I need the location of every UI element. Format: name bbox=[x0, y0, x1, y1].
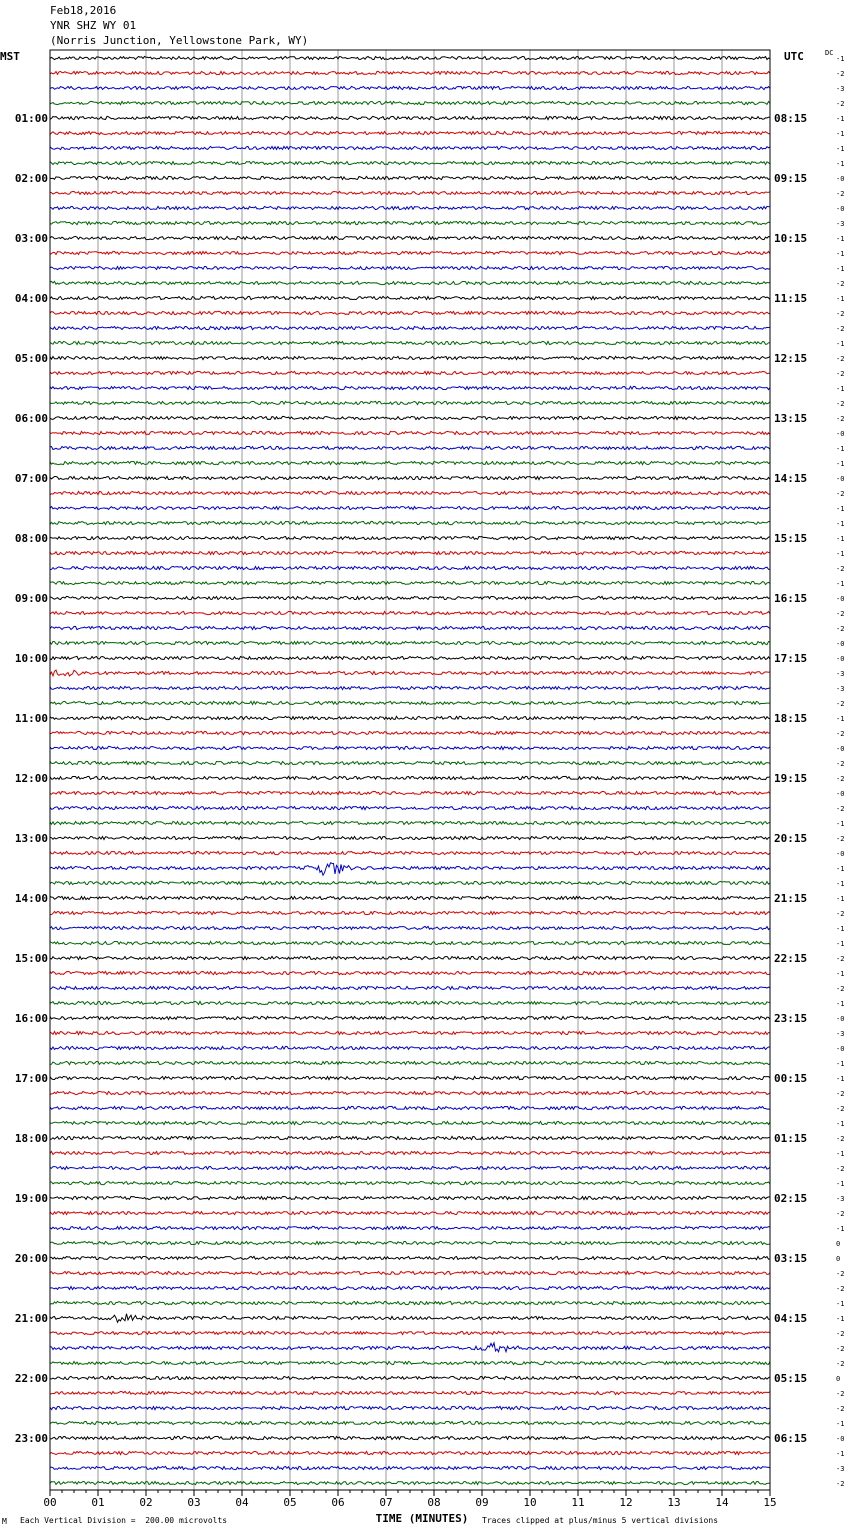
mst-hour-label: 09:00 bbox=[14, 592, 48, 605]
scale-note: Each Vertical Division = 200.00 microvolts bbox=[20, 1516, 228, 1525]
mst-hour-label: 17:00 bbox=[14, 1072, 48, 1085]
dc-offset-label: -0 bbox=[836, 790, 845, 798]
trace-line bbox=[50, 1061, 770, 1064]
dc-offset-label: -2 bbox=[836, 1135, 845, 1143]
dc-label: DC bbox=[825, 49, 834, 57]
trace-line bbox=[50, 851, 770, 854]
trace-line bbox=[50, 176, 770, 179]
x-tick-label: 08 bbox=[427, 1496, 441, 1509]
dc-offset-label: -1 bbox=[836, 1180, 845, 1188]
dc-offset-label: -2 bbox=[836, 1360, 845, 1368]
dc-offset-label: -2 bbox=[836, 1330, 845, 1338]
dc-offset-label: -2 bbox=[836, 610, 845, 618]
dc-offset-label: -1 bbox=[836, 925, 845, 933]
mst-hour-label: 15:00 bbox=[14, 952, 48, 965]
trace-line bbox=[50, 521, 770, 524]
dc-offset-label: -1 bbox=[836, 970, 845, 978]
corner-mark: M bbox=[2, 1517, 7, 1526]
trace-line bbox=[50, 1271, 770, 1274]
dc-offset-label: -0 bbox=[836, 475, 845, 483]
dc-offset-label: -0 bbox=[836, 595, 845, 603]
dc-offset-label: -2 bbox=[836, 1090, 845, 1098]
mst-hour-label: 03:00 bbox=[14, 232, 48, 245]
trace-line bbox=[50, 611, 770, 614]
trace-line bbox=[50, 926, 770, 929]
dc-offset-label: -1 bbox=[836, 460, 845, 468]
utc-hour-label: 11:15 bbox=[774, 292, 808, 305]
dc-offset-label: -0 bbox=[836, 205, 845, 213]
dc-offset-label: -1 bbox=[836, 160, 845, 168]
dc-offset-label: -0 bbox=[836, 655, 845, 663]
dc-offset-label: -1 bbox=[836, 265, 845, 273]
utc-hour-label: 23:15 bbox=[774, 1012, 808, 1025]
utc-hour-label: 20:15 bbox=[774, 832, 808, 845]
dc-offset-label: -2 bbox=[836, 910, 845, 918]
dc-offset-label: -1 bbox=[836, 55, 845, 63]
trace-line bbox=[50, 416, 770, 419]
trace-line bbox=[50, 896, 770, 899]
station-code: YNR SHZ WY 01 bbox=[50, 19, 137, 32]
x-tick-label: 05 bbox=[283, 1496, 297, 1509]
mst-hour-label: 20:00 bbox=[14, 1252, 48, 1265]
trace-line bbox=[50, 1016, 770, 1019]
trace-line bbox=[50, 1106, 770, 1109]
utc-hour-label: 05:15 bbox=[774, 1372, 808, 1385]
trace-line bbox=[50, 476, 770, 479]
dc-offset-label: -0 bbox=[836, 1435, 845, 1443]
trace-line bbox=[50, 1031, 770, 1034]
trace-line bbox=[50, 581, 770, 584]
x-tick-label: 12 bbox=[619, 1496, 633, 1509]
dc-offset-label: -0 bbox=[836, 745, 845, 753]
dc-offset-label: -2 bbox=[836, 1405, 845, 1413]
dc-offset-label: -2 bbox=[836, 355, 845, 363]
trace-line bbox=[50, 236, 770, 239]
x-tick-label: 14 bbox=[715, 1496, 729, 1509]
mst-hour-label: 12:00 bbox=[14, 772, 48, 785]
trace-line bbox=[50, 881, 770, 884]
dc-offset-label: -3 bbox=[836, 1465, 845, 1473]
mst-hour-label: 04:00 bbox=[14, 292, 48, 305]
utc-hour-label: 18:15 bbox=[774, 712, 808, 725]
trace-line bbox=[50, 71, 770, 74]
utc-hour-label: 01:15 bbox=[774, 1132, 808, 1145]
trace-line bbox=[50, 641, 770, 644]
dc-offset-label: -1 bbox=[836, 250, 845, 258]
trace-line bbox=[50, 716, 770, 719]
utc-hour-label: 19:15 bbox=[774, 772, 808, 785]
trace-line bbox=[50, 431, 770, 434]
trace-line bbox=[50, 56, 770, 59]
trace-line bbox=[50, 1406, 770, 1409]
trace-line bbox=[50, 326, 770, 329]
dc-offset-label: -1 bbox=[836, 535, 845, 543]
dc-offset-label: -2 bbox=[836, 280, 845, 288]
mst-hour-label: 05:00 bbox=[14, 352, 48, 365]
utc-hour-label: 10:15 bbox=[774, 232, 808, 245]
trace-line bbox=[50, 1301, 770, 1304]
dc-offset-label: -2 bbox=[836, 190, 845, 198]
trace-line bbox=[50, 341, 770, 344]
trace-line bbox=[50, 116, 770, 119]
trace-line bbox=[50, 806, 770, 809]
dc-offset-label: -2 bbox=[836, 700, 845, 708]
dc-offset-label: -0 bbox=[836, 175, 845, 183]
trace-line bbox=[50, 1121, 770, 1124]
left-timezone-label: MST bbox=[0, 50, 20, 63]
trace-line bbox=[50, 1166, 770, 1169]
x-tick-label: 13 bbox=[667, 1496, 681, 1509]
utc-hour-label: 03:15 bbox=[774, 1252, 808, 1265]
dc-offset-label: -1 bbox=[836, 880, 845, 888]
mst-hour-label: 07:00 bbox=[14, 472, 48, 485]
trace-line bbox=[50, 986, 770, 989]
trace-line bbox=[50, 956, 770, 959]
trace-line bbox=[50, 1331, 770, 1334]
dc-offset-label: -1 bbox=[836, 1075, 845, 1083]
trace-line bbox=[50, 1343, 770, 1352]
mst-hour-label: 14:00 bbox=[14, 892, 48, 905]
dc-offset-label: -1 bbox=[836, 115, 845, 123]
dc-offset-label: -2 bbox=[836, 70, 845, 78]
mst-hour-label: 06:00 bbox=[14, 412, 48, 425]
trace-line bbox=[50, 1256, 770, 1259]
trace-line bbox=[50, 1151, 770, 1154]
trace-line bbox=[50, 311, 770, 314]
trace-line bbox=[50, 1421, 770, 1424]
dc-offset-label: -1 bbox=[836, 1420, 845, 1428]
trace-line bbox=[50, 1391, 770, 1394]
x-axis-title: TIME (MINUTES) bbox=[375, 1512, 469, 1525]
trace-line bbox=[50, 356, 770, 359]
trace-line bbox=[50, 446, 770, 449]
trace-line bbox=[50, 1241, 770, 1244]
trace-line bbox=[50, 941, 770, 944]
dc-offset-label: 0 bbox=[836, 1255, 841, 1263]
trace-line bbox=[50, 206, 770, 209]
dc-offset-label: -0 bbox=[836, 640, 845, 648]
utc-hour-label: 17:15 bbox=[774, 652, 808, 665]
dc-offset-label: -1 bbox=[836, 505, 845, 513]
trace-line bbox=[50, 266, 770, 269]
trace-line bbox=[50, 401, 770, 404]
x-tick-label: 06 bbox=[331, 1496, 345, 1509]
dc-offset-label: -2 bbox=[836, 985, 845, 993]
dc-offset-label: -0 bbox=[836, 1045, 845, 1053]
trace-line bbox=[50, 1481, 770, 1484]
x-tick-label: 07 bbox=[379, 1496, 393, 1509]
mst-hour-label: 11:00 bbox=[14, 712, 48, 725]
trace-line bbox=[50, 221, 770, 224]
dc-offset-label: 0 bbox=[836, 1240, 841, 1248]
x-tick-label: 00 bbox=[43, 1496, 57, 1509]
trace-line bbox=[50, 131, 770, 134]
dc-offset-label: -2 bbox=[836, 490, 845, 498]
station-location: (Norris Junction, Yellowstone Park, WY) bbox=[50, 34, 309, 47]
dc-offset-label: -3 bbox=[836, 670, 845, 678]
trace-line bbox=[50, 1314, 770, 1323]
mst-hour-label: 21:00 bbox=[14, 1312, 48, 1325]
trace-line bbox=[50, 836, 770, 839]
dc-offset-label: -1 bbox=[836, 520, 845, 528]
dc-offset-label: -3 bbox=[836, 85, 845, 93]
mst-hour-label: 22:00 bbox=[14, 1372, 48, 1385]
dc-offset-label: -1 bbox=[836, 1315, 845, 1323]
dc-offset-label: -2 bbox=[836, 1270, 845, 1278]
mst-hour-label: 10:00 bbox=[14, 652, 48, 665]
dc-offset-label: -1 bbox=[836, 820, 845, 828]
utc-hour-label: 15:15 bbox=[774, 532, 808, 545]
x-tick-label: 15 bbox=[763, 1496, 777, 1509]
trace-line bbox=[50, 101, 770, 104]
trace-line bbox=[50, 821, 770, 824]
dc-offset-label: -2 bbox=[836, 100, 845, 108]
dc-offset-label: -2 bbox=[836, 955, 845, 963]
trace-line bbox=[50, 506, 770, 509]
utc-hour-label: 06:15 bbox=[774, 1432, 808, 1445]
trace-line bbox=[50, 776, 770, 779]
trace-line bbox=[50, 1451, 770, 1454]
utc-hour-label: 12:15 bbox=[774, 352, 808, 365]
dc-offset-label: -2 bbox=[836, 1285, 845, 1293]
dc-offset-label: -3 bbox=[836, 1030, 845, 1038]
dc-offset-label: -1 bbox=[836, 340, 845, 348]
mst-hour-label: 08:00 bbox=[14, 532, 48, 545]
axis-labels bbox=[15, 55, 845, 1509]
trace-line bbox=[50, 1196, 770, 1199]
dc-offset-label: -3 bbox=[836, 1195, 845, 1203]
utc-hour-label: 16:15 bbox=[774, 592, 808, 605]
clip-note: Traces clipped at plus/minus 5 vertical divisions bbox=[482, 1516, 719, 1525]
trace-line bbox=[50, 761, 770, 764]
dc-offset-label: -1 bbox=[836, 445, 845, 453]
trace-line bbox=[50, 1226, 770, 1229]
dc-offset-label: -1 bbox=[836, 550, 845, 558]
trace-line bbox=[50, 281, 770, 284]
mst-hour-label: 18:00 bbox=[14, 1132, 48, 1145]
trace-line bbox=[50, 656, 770, 659]
dc-offset-label: -1 bbox=[836, 940, 845, 948]
dc-offset-label: -1 bbox=[836, 1120, 845, 1128]
seismic-traces bbox=[50, 56, 770, 1484]
dc-offset-label: -1 bbox=[836, 145, 845, 153]
trace-line bbox=[50, 1136, 770, 1139]
trace-line bbox=[50, 1211, 770, 1214]
dc-offset-label: -1 bbox=[836, 1225, 845, 1233]
dc-offset-label: -1 bbox=[836, 235, 845, 243]
trace-line bbox=[50, 791, 770, 794]
dc-offset-label: -1 bbox=[836, 1300, 845, 1308]
dc-offset-label: -1 bbox=[836, 895, 845, 903]
trace-line bbox=[50, 971, 770, 974]
x-tick-label: 01 bbox=[91, 1496, 105, 1509]
dc-offset-label: -1 bbox=[836, 1000, 845, 1008]
utc-hour-label: 08:15 bbox=[774, 112, 808, 125]
utc-hour-label: 21:15 bbox=[774, 892, 808, 905]
utc-hour-label: 02:15 bbox=[774, 1192, 808, 1205]
plot-date: Feb18,2016 bbox=[50, 4, 117, 17]
mst-hour-label: 13:00 bbox=[14, 832, 48, 845]
trace-line bbox=[50, 461, 770, 464]
dc-offset-label: -2 bbox=[836, 760, 845, 768]
utc-hour-label: 00:15 bbox=[774, 1072, 808, 1085]
dc-offset-label: -1 bbox=[836, 1060, 845, 1068]
trace-line bbox=[50, 1361, 770, 1364]
dc-offset-label: -2 bbox=[836, 730, 845, 738]
trace-line bbox=[50, 491, 770, 494]
dc-offset-label: -2 bbox=[836, 310, 845, 318]
dc-offset-label: -1 bbox=[836, 295, 845, 303]
right-timezone-label: UTC bbox=[784, 50, 804, 63]
trace-line bbox=[50, 1181, 770, 1184]
trace-line bbox=[50, 1091, 770, 1094]
trace-line bbox=[50, 1376, 770, 1379]
dc-offset-label: -1 bbox=[836, 1150, 845, 1158]
dc-offset-label: -2 bbox=[836, 775, 845, 783]
utc-hour-label: 04:15 bbox=[774, 1312, 808, 1325]
trace-line bbox=[50, 731, 770, 734]
utc-hour-label: 09:15 bbox=[774, 172, 808, 185]
trace-line bbox=[50, 701, 770, 704]
dc-offset-label: 0 bbox=[836, 1375, 841, 1383]
dc-offset-label: -2 bbox=[836, 1165, 845, 1173]
dc-offset-label: -0 bbox=[836, 430, 845, 438]
trace-line bbox=[50, 1046, 770, 1049]
trace-line bbox=[50, 626, 770, 629]
trace-line bbox=[50, 146, 770, 149]
dc-offset-label: -2 bbox=[836, 1210, 845, 1218]
dc-offset-label: -2 bbox=[836, 1105, 845, 1113]
utc-hour-label: 13:15 bbox=[774, 412, 808, 425]
dc-offset-label: -2 bbox=[836, 325, 845, 333]
mst-hour-label: 19:00 bbox=[14, 1192, 48, 1205]
dc-offset-label: -0 bbox=[836, 1015, 845, 1023]
dc-offset-label: -2 bbox=[836, 415, 845, 423]
dc-offset-label: -2 bbox=[836, 625, 845, 633]
utc-hour-label: 22:15 bbox=[774, 952, 808, 965]
x-tick-label: 09 bbox=[475, 1496, 489, 1509]
trace-line bbox=[50, 161, 770, 164]
mst-hour-label: 02:00 bbox=[14, 172, 48, 185]
trace-line bbox=[50, 371, 770, 374]
trace-line bbox=[50, 1076, 770, 1079]
trace-line bbox=[50, 746, 770, 749]
trace-line bbox=[50, 911, 770, 914]
trace-line bbox=[50, 536, 770, 539]
trace-line bbox=[50, 1436, 770, 1439]
x-tick-label: 03 bbox=[187, 1496, 201, 1509]
dc-offset-label: -1 bbox=[836, 580, 845, 588]
trace-line bbox=[50, 686, 770, 689]
dc-offset-label: -2 bbox=[836, 565, 845, 573]
dc-offset-label: -1 bbox=[836, 385, 845, 393]
dc-offset-label: -1 bbox=[836, 715, 845, 723]
x-tick-label: 04 bbox=[235, 1496, 249, 1509]
dc-offset-label: -3 bbox=[836, 220, 845, 228]
utc-hour-label: 14:15 bbox=[774, 472, 808, 485]
trace-line bbox=[50, 551, 770, 554]
trace-line bbox=[50, 1001, 770, 1004]
trace-line bbox=[50, 296, 770, 299]
trace-line bbox=[50, 596, 770, 599]
trace-line bbox=[50, 566, 770, 569]
dc-offset-label: -2 bbox=[836, 370, 845, 378]
trace-line bbox=[50, 1286, 770, 1289]
dc-offset-label: -0 bbox=[836, 850, 845, 858]
dc-offset-label: -2 bbox=[836, 805, 845, 813]
mst-hour-label: 23:00 bbox=[14, 1432, 48, 1445]
dc-offset-label: -2 bbox=[836, 835, 845, 843]
dc-offset-label: -2 bbox=[836, 1390, 845, 1398]
dc-offset-label: -2 bbox=[836, 1480, 845, 1488]
mst-hour-label: 16:00 bbox=[14, 1012, 48, 1025]
dc-offset-label: -2 bbox=[836, 400, 845, 408]
dc-offset-label: -3 bbox=[836, 685, 845, 693]
trace-line bbox=[50, 191, 770, 194]
dc-offset-label: -1 bbox=[836, 1450, 845, 1458]
trace-line bbox=[50, 1466, 770, 1469]
dc-offset-label: -1 bbox=[836, 865, 845, 873]
trace-line bbox=[50, 386, 770, 389]
mst-hour-label: 01:00 bbox=[14, 112, 48, 125]
dc-offset-label: -1 bbox=[836, 130, 845, 138]
trace-line bbox=[50, 863, 770, 875]
x-tick-label: 02 bbox=[139, 1496, 153, 1509]
x-tick-label: 10 bbox=[523, 1496, 537, 1509]
trace-line bbox=[50, 670, 770, 676]
dc-offset-label: -2 bbox=[836, 1345, 845, 1353]
x-tick-label: 11 bbox=[571, 1496, 585, 1509]
trace-line bbox=[50, 251, 770, 254]
trace-line bbox=[50, 86, 770, 89]
